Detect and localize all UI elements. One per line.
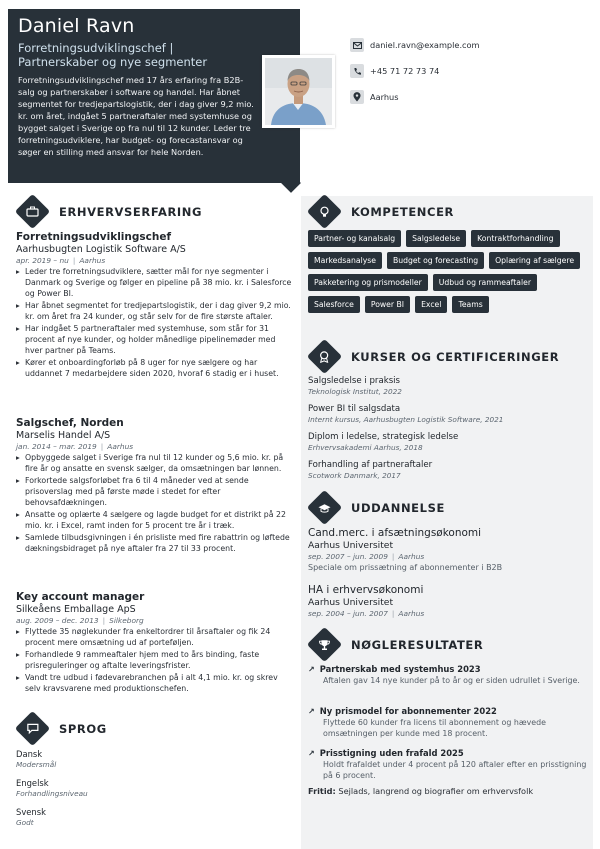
profile-summary: Forretningsudviklingschef med 17 års erfaring fra B2B-salg og partnerskaber i software og handel. Har åbnet segmentet for tredjepartslogistik, der i dag giver 9,2 mio. kr. om året, indgået 5 partneraftaler med systemhuse og bygget salget i Sverige op fra nul til 12 kunder. Leder tre forretningsudviklere, har budget- og forecastansvar og søger en stilling med ansvar for hele Norden. (18, 75, 254, 157)
profile-photo-image (265, 58, 332, 125)
result-title-row (308, 664, 588, 675)
job-dates: jan. 2014 – mar. 2019 (16, 442, 97, 451)
education-heading (308, 495, 445, 520)
education-item (308, 527, 588, 573)
trend-arrow-icon: ↗ (308, 707, 315, 716)
job-dates: aug. 2009 – dec. 2013 (16, 616, 99, 625)
job-bullet: ▸ Leder tre forretningsudviklere, sætter mål for nye segmenter i Danmark og Sverige og følger en pipeline på 38 mio. kr. i Salesforce og Power BI. (16, 267, 292, 299)
skills-heading (308, 199, 454, 224)
language-list (16, 749, 292, 828)
education-school: Aarhus Universitet (308, 597, 394, 608)
job-bullet: ▸ Vandt tre udbud i fødevarebranchen på i alt 4,1 mio. kr. og skrev selv kravsvarene med produktionschefen. (16, 673, 292, 695)
job-bullet: ▸ Har indgået 5 partneraftaler med systemhuse, som står for 31 procent af nye kunder, og holder månedlige pipelinemøder med hver partner på Teams. (16, 324, 292, 356)
course-item (308, 460, 588, 481)
job-bullets (16, 453, 292, 555)
experience-heading (16, 199, 202, 224)
skill-tag: Pakketering og prismodeller (308, 274, 428, 291)
job-title: Salgschef, Norden (16, 417, 124, 429)
profile-header (8, 9, 300, 183)
education-meta: sep. 2004 – jun. 2007 | Aarhus (308, 609, 425, 618)
hobbies-line (308, 786, 588, 797)
course-item (308, 376, 588, 397)
job-dates: apr. 2019 – nu (16, 256, 69, 265)
job-entry (16, 591, 292, 697)
result-item (308, 664, 588, 686)
education-degree: HA i erhvervsøkonomi (308, 584, 424, 596)
job-bullet: ▸ Ansatte og oplærte 4 sælgere og lagde budget for et distrikt på 22 mio. kr. i Excel, ramt inden for 5 procent tre år i træk. (16, 510, 292, 532)
education-meta: sep. 2007 – jun. 2009 | Aarhus (308, 552, 425, 561)
skill-tag: Power BI (365, 296, 410, 313)
award-icon (319, 351, 330, 363)
languages-heading (16, 716, 107, 741)
education-location: Aarhus (398, 609, 425, 618)
contact-list (350, 32, 480, 110)
language-name: Dansk (16, 749, 43, 759)
job-meta: jan. 2014 – mar. 2019 | Aarhus (16, 442, 134, 451)
phone-text: +45 71 72 73 74 (370, 66, 440, 76)
job-meta: aug. 2009 – dec. 2013 | Silkeborg (16, 616, 144, 625)
skills-icon-badge (307, 194, 342, 229)
results-heading (308, 632, 483, 657)
courses-title: KURSER OG CERTIFICERINGER (351, 349, 560, 364)
courses-icon-badge (307, 339, 342, 374)
language-level: Forhandlingsniveau (16, 789, 88, 798)
results-icon-badge (307, 627, 342, 662)
job-meta: apr. 2019 – nu | Aarhus (16, 256, 106, 265)
language-name: Engelsk (16, 778, 49, 788)
job-bullets (16, 267, 292, 380)
job-entry (16, 231, 292, 381)
education-degree: Cand.merc. i afsætningsøkonomi (308, 527, 482, 539)
result-title-row (308, 748, 588, 759)
course-item (308, 404, 588, 425)
education-description: Speciale om prissætning af abonnementer i B2B (308, 563, 503, 572)
education-item (308, 584, 588, 619)
job-bullet: ▸ Opbyggede salget i Sverige fra nul til 12 kunder og 5,6 mio. kr. på fire år og ansatte en svensk sælger, da omsætningen bar lønnen. (16, 453, 292, 475)
contact-email[interactable] (350, 32, 480, 58)
job-location: Silkeborg (109, 616, 144, 625)
languages-title: SPROG (59, 721, 107, 736)
job-bullet: ▸ Forkortede salgsforløbet fra 6 til 4 måneder ved at sende prisoverslag med på første møde i stedet for efter behovsafdækningen. (16, 476, 292, 508)
course-name: Diplom i ledelse, strategisk ledelse (308, 432, 459, 442)
result-item (308, 706, 588, 739)
result-title: Partnerskab med systemhus 2023 (319, 664, 481, 674)
job-bullet: ▸ Flyttede 35 nøglekunder fra enkeltordrer til årsaftaler og fik 24 procent mere omsætning ud af porteføljen. (16, 627, 292, 649)
skill-tag: Teams (452, 296, 488, 313)
location-text: Aarhus (370, 92, 399, 102)
experience-icon-badge (15, 194, 50, 229)
results-title: NØGLERESULTATER (351, 637, 484, 652)
result-title: Prisstigning uden frafald 2025 (319, 748, 464, 758)
job-bullet: ▸ Forhandlede 9 rammeaftaler hjem med to års binding, faste prisreguleringer og aftalte leveringsfrister. (16, 650, 292, 672)
trend-arrow-icon: ↗ (308, 749, 315, 758)
language-level: Modersmål (16, 760, 57, 769)
education-school: Aarhus Universitet (308, 540, 394, 551)
skill-tags (308, 230, 588, 318)
language-item (16, 807, 292, 828)
job-entry (16, 417, 292, 557)
location-pin-icon (350, 90, 364, 104)
job-location: Aarhus (79, 256, 106, 265)
experience-title: ERHVERVSERFARING (59, 204, 203, 219)
skill-tag: Oplæring af sælgere (489, 252, 580, 269)
job-bullet: ▸ Kører et onboardingforløb på 8 uger for nye sælgere og har uddannet 7 medarbejdere siden 2020, hvoraf 6 stadig er i huset. (16, 358, 292, 380)
person-name: Daniel Ravn (18, 15, 135, 37)
language-name: Svensk (16, 807, 46, 817)
skill-tag: Markedsanalyse (308, 252, 382, 269)
profile-photo (262, 55, 335, 128)
trophy-icon (319, 639, 331, 651)
skill-tag: Salesforce (308, 296, 360, 313)
briefcase-icon (26, 206, 39, 217)
result-description: Aftalen gav 14 nye kunder på to år og er siden udrullet i Sverige. (323, 676, 580, 685)
email-text: daniel.ravn@example.com (370, 40, 480, 50)
skill-tag: Budget og forecasting (387, 252, 484, 269)
result-title: Ny prismodel for abonnementer 2022 (319, 706, 497, 716)
trend-arrow-icon: ↗ (308, 665, 315, 674)
job-bullet: ▸ Har åbnet segmentet for tredjepartslogistik, der i dag giver 9,2 mio. kr. om året fra 24 kunder, og står selv for de fire største aftaler. (16, 301, 292, 323)
result-description: Holdt frafaldet under 4 procent på 120 aftaler efter en prisstigning på 6 procent. (323, 760, 587, 780)
languages-icon-badge (15, 711, 50, 746)
course-meta: Erhvervsakademi Aarhus, 2018 (308, 443, 423, 452)
result-title-row (308, 706, 588, 717)
course-meta: Teknologisk Institut, 2022 (308, 387, 402, 396)
language-level: Godt (16, 818, 34, 827)
job-title: Key account manager (16, 591, 145, 603)
education-title: UDDANNELSE (351, 500, 445, 515)
skill-tag: Kontraktforhandling (471, 230, 559, 247)
course-item (308, 432, 588, 453)
education-location: Aarhus (398, 552, 425, 561)
education-dates: sep. 2004 – jun. 2007 (308, 609, 388, 618)
courses-heading (308, 344, 559, 369)
course-name: Power BI til salgsdata (308, 404, 401, 414)
job-bullet: ▸ Samlede tilbudsgivningen i én prisliste med fire rabattrin og løftede dækningsbidraget på nye aftaler fra 27 til 33 procent. (16, 533, 292, 555)
person-title: Forretningsudviklingschef | Partnerskaber og nye segmenter (18, 41, 208, 69)
result-item (308, 748, 588, 781)
course-meta: Scotwork Danmark, 2017 (308, 471, 401, 480)
skill-tag: Excel (415, 296, 447, 313)
phone-icon (350, 64, 364, 78)
education-icon-badge (307, 490, 342, 525)
mail-icon (350, 38, 364, 52)
skill-tag: Partner- og kanalsalg (308, 230, 401, 247)
course-meta: Internt kursus, Aarhusbugten Logistik Software, 2021 (308, 415, 504, 424)
lightbulb-icon (320, 206, 330, 218)
course-name: Salgsledelse i praksis (308, 376, 401, 386)
education-dates: sep. 2007 – jun. 2009 (308, 552, 388, 561)
job-company: Marselis Handel A/S (16, 430, 111, 441)
job-company: Silkeåens Emballage ApS (16, 604, 136, 615)
course-name: Forhandling af partneraftaler (308, 460, 433, 470)
language-item (16, 749, 292, 770)
language-item (16, 778, 292, 799)
skill-tag: Salgsledelse (406, 230, 466, 247)
result-description: Flyttede 60 kunder fra licens til abonnement og hævede omsætningen per kunde med 18 procent. (323, 718, 547, 738)
graduation-cap-icon (318, 503, 332, 513)
job-title: Forretningsudviklingschef (16, 231, 172, 243)
contact-location (350, 84, 480, 110)
skills-title: KOMPETENCER (351, 204, 454, 219)
job-location: Aarhus (107, 442, 134, 451)
speech-bubble-icon (27, 723, 39, 734)
hobbies-text: Sejlads, langrend og biografier om erhvervsfolk (338, 786, 534, 796)
hobbies-label: Fritid: (308, 786, 336, 796)
skill-tag: Udbud og rammeaftaler (433, 274, 537, 291)
contact-phone[interactable] (350, 58, 480, 84)
job-bullets (16, 627, 292, 695)
job-company: Aarhusbugten Logistik Software A/S (16, 244, 186, 255)
